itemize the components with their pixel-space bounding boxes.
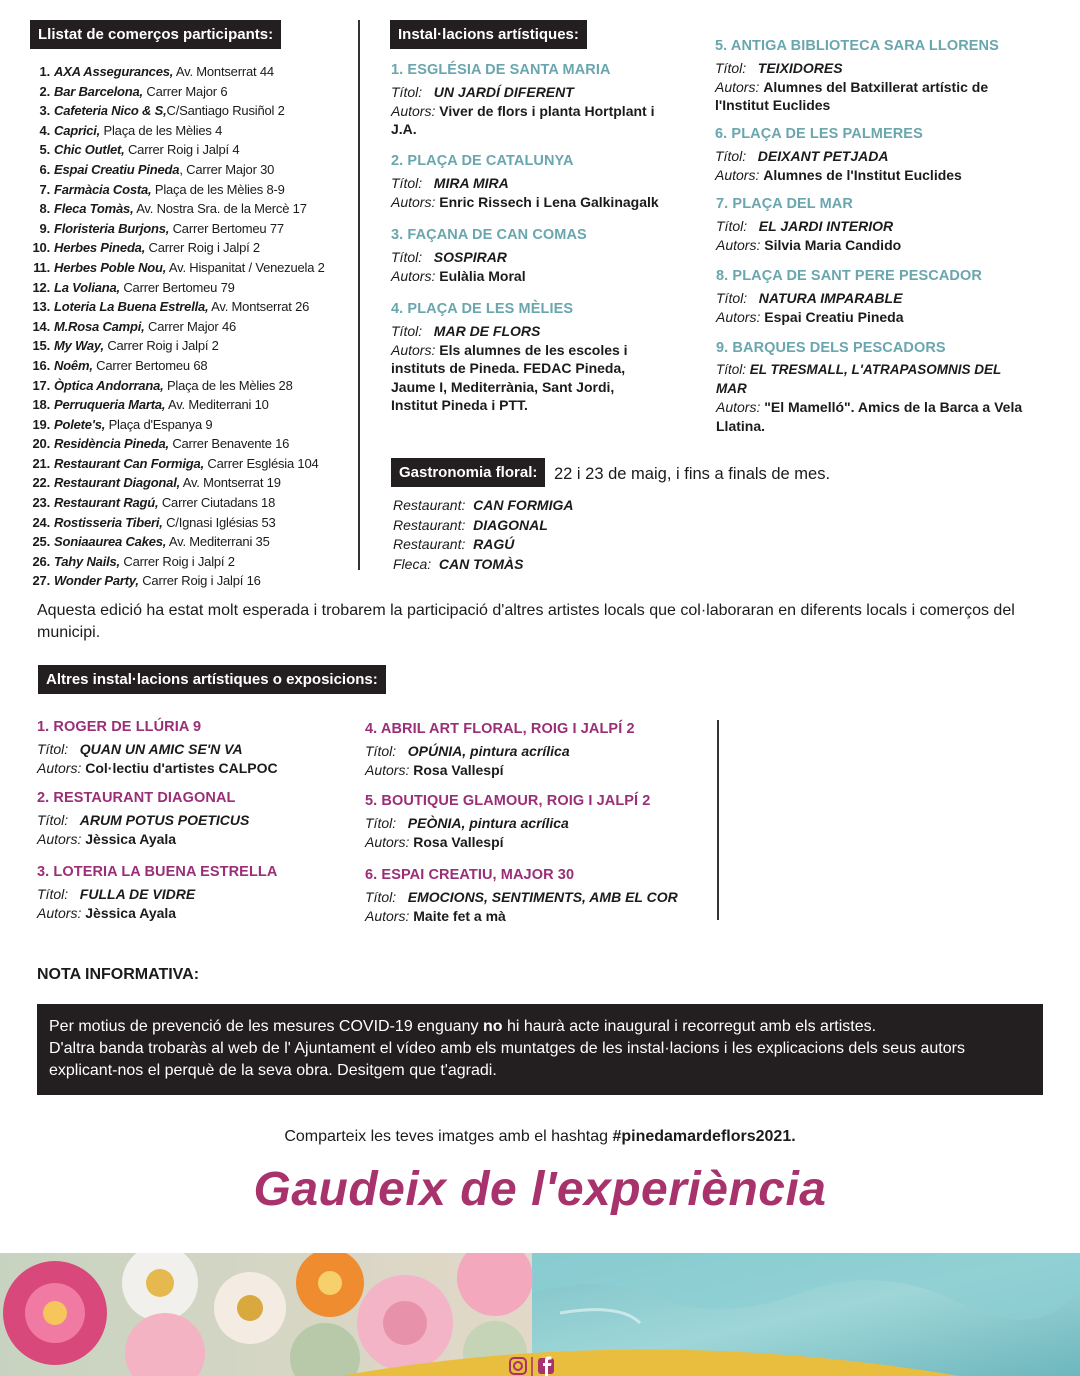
shop-number: 26. [32,553,50,569]
authors-label: Autors: [391,267,436,284]
title-label: Títol: [37,741,69,757]
shop-address: Av. Montserrat 19 [180,475,281,491]
shop-address: Av. Mediterrani 35 [166,534,270,550]
others-divider [717,720,719,920]
installation-place: 4. PLAÇA DE LES MÈLIES [391,301,574,317]
shop-item [26,454,356,474]
shop-number: 13. [32,299,50,315]
shop-name: Rostisseria Tiberi, [54,514,163,530]
installation-8 [716,267,1016,326]
installation-authors: "El Mamelló". Amics de la Barca a Vela Llatina. [716,399,1023,434]
shop-number: 3. [39,103,50,119]
shop-number: 27. [32,573,50,589]
installation-authors: Viver de flors i planta Hortplant i J.A. [391,102,655,137]
shop-number: 9. [39,220,50,236]
installation-7 [716,195,1016,254]
title-label: Títol: [716,290,748,306]
gastronomy-list [393,496,573,574]
shop-number: 14. [32,318,50,334]
shop-address: Plaça de les Mèlies 4 [100,122,223,138]
shop-item [26,219,356,239]
nota-text: Per motius de prevenció de les mesures COVID-19 enguany [49,1018,483,1035]
authors-label: Autors: [716,236,761,253]
shop-name: Herbes Pineda, [54,240,146,256]
column-divider [358,20,360,570]
share-line [0,1128,1080,1146]
shop-name: Farmàcia Costa, [54,181,152,197]
hashtag: #pinedamardeflors2021. [612,1128,796,1145]
shop-item [26,258,356,278]
installation-authors: Rosa Vallespí [413,833,504,850]
installation-5 [715,37,1015,115]
shop-item [26,415,356,435]
shop-name: M.Rosa Campi, [54,318,145,334]
shop-number: 22. [32,475,50,491]
authors-label: Autors: [365,907,410,924]
shop-name: Wonder Party, [54,573,139,589]
installation-title: FULLA DE VIDRE [79,886,196,902]
shop-name: Floristeria Burjons, [54,220,170,236]
installation-title: DEIXANT PETJADA [757,148,889,164]
shop-item [26,376,356,396]
shop-address: Carrer Bertomeu 79 [119,279,235,295]
installation-title: PEÒNIA, pintura acrílica [407,815,569,831]
shop-address: Carrer Roig i Jalpí 2 [103,338,219,354]
gastro-name: RAGÚ [473,536,515,552]
shop-item [26,180,356,200]
installation-title: OPÚNIA, pintura acrílica [407,743,570,759]
shop-name: Restaurant Ragú, [54,495,159,511]
shop-address: Plaça d'Espanya 9 [105,416,213,432]
shop-name: Fleca Tomàs, [54,201,134,217]
gastro-label: Restaurant: [393,516,466,533]
shop-address: , Carrer Major 30 [179,161,275,177]
shop-item [26,473,356,493]
other-installation-3 [37,863,347,922]
shop-address: Carrer Benavente 16 [168,436,290,452]
shop-name: La Voliana, [54,279,120,295]
shop-address: C/Ignasi Iglésias 53 [162,514,276,530]
installation-authors: Col·lectiu d'artistes CALPOC [85,759,278,776]
shop-name: Herbes Poble Nou, [54,259,167,275]
installation-title: SOSPIRAR [433,249,507,265]
authors-label: Autors: [365,761,410,778]
shop-number: 7. [39,181,50,197]
authors-label: Autors: [716,399,761,415]
installation-place: 1. ROGER DE LLÚRIA 9 [37,719,202,735]
shops-header: Llistat de comerços participants: [30,20,281,49]
shop-number: 18. [32,397,50,413]
shop-address: Carrer Roig i Jalpí 4 [124,142,240,158]
nota-title: NOTA INFORMATIVA: [37,966,200,983]
shop-number: 24. [32,514,50,530]
title-label: Títol: [37,886,69,902]
installation-title: ARUM POTUS POETICUS [79,812,250,828]
shop-name: Caprici, [54,122,101,138]
nota-emphasis: no [483,1018,503,1035]
installation-place: 2. RESTAURANT DIAGONAL [37,790,236,806]
share-text: Comparteix les teves imatges amb el hashtag [284,1128,613,1145]
other-installation-2 [37,789,347,848]
installation-authors: Eulàlia Moral [439,267,526,284]
installation-authors: Rosa Vallespí [413,761,504,778]
authors-label: Autors: [37,904,82,921]
other-installation-4 [365,720,695,779]
shop-item [26,238,356,258]
shop-number: 5. [39,142,50,158]
shop-item [26,82,356,102]
installation-title: TEIXIDORES [757,60,843,76]
shop-item [26,493,356,513]
footer-image [0,1253,1080,1376]
installation-authors: Silvia Maria Candido [764,236,902,253]
shop-item [26,571,356,591]
shop-name: My Way, [54,338,104,354]
shop-address: Carrer Ciutadans 18 [158,495,276,511]
shop-name: Residència Pineda, [54,436,169,452]
installation-9 [716,339,1026,435]
title-label: Títol: [715,148,747,164]
gastro-name: CAN TOMÀS [438,555,524,572]
installation-place: 8. PLAÇA DE SANT PERE PESCADOR [716,268,982,284]
shop-number: 17. [32,377,50,393]
shop-name: AXA Assegurances, [54,64,174,79]
other-installation-5 [365,792,695,851]
shop-address: Av. Nostra Sra. de la Mercè 17 [133,201,307,217]
shop-item [26,278,356,298]
installation-place: 4. ABRIL ART FLORAL, ROIG I JALPÍ 2 [365,721,635,737]
shop-address: Carrer Església 104 [204,455,319,471]
installation-4 [391,300,663,415]
installation-6 [715,125,1015,184]
others-header: Altres instal·lacions artístiques o exposicions: [38,665,386,694]
title-label: Títol: [365,815,397,831]
title-label: Títol: [365,889,397,905]
shop-number: 11. [33,259,50,275]
other-installation-1 [37,718,347,777]
shop-number: 2. [39,83,50,99]
shop-name: Espai Creatiu Pineda [54,161,180,177]
enjoy-heading: Gaudeix de l'experiència [253,1163,827,1216]
shop-number: 1. [39,64,50,79]
installation-place: 9. BARQUES DELS PESCADORS [716,340,946,356]
shop-number: 8. [39,201,50,217]
shop-number: 15. [32,338,50,354]
shop-item [26,317,356,337]
footer-illustration [0,1253,1080,1376]
installation-place: 7. PLAÇA DEL MAR [716,196,853,212]
authors-label: Autors: [37,830,82,847]
shop-address: Carrer Bertomeu 77 [169,220,284,236]
nota-text: hi haurà acte inaugural i recorregut amb els artistes. [502,1018,877,1035]
installation-place: 3. LOTERIA LA BUENA ESTRELLA [37,864,278,880]
shop-item [26,356,356,376]
title-label: Títol: [391,84,423,100]
shop-item [26,513,356,533]
title-label: Títol: [391,249,423,265]
shop-number: 4. [39,122,50,138]
shop-address: Carrer Roig i Jalpí 2 [145,240,260,256]
shop-item [26,336,356,356]
installation-title: EL JARDI INTERIOR [758,218,894,234]
authors-label: Autors: [716,308,761,325]
installation-authors: Alumnes del Batxillerat artístic de l'Institut Euclides [715,78,989,113]
shop-name: Cafeteria Nico & S, [54,103,167,119]
title-label: Títol: [37,812,69,828]
intro-paragraph: Aquesta edició ha estat molt esperada i trobarem la participació d'altres artistes locals que col·laboraran en diferents locals i comerços del municipi. [37,602,1015,641]
installation-authors: Maite fet a mà [413,907,506,924]
title-label: Títol: [365,743,397,759]
installation-2 [391,152,681,211]
gastro-label: Fleca: [393,555,432,572]
title-label: Títol: [716,362,747,377]
installation-3 [391,226,681,285]
installation-authors: Els alumnes de les escoles i instituts de Pineda. FEDAC Pineda, Jaume I, Mediterrània, Sant Jordi, Institut Pineda i PTT. [391,341,628,413]
installation-place: 3. FAÇANA DE CAN COMAS [391,227,587,243]
shop-address: Av. Hispanitat / Venezuela 2 [166,259,325,275]
authors-label: Autors: [365,833,410,850]
shop-address: Carrer Roig i Jalpí 16 [138,573,261,589]
installation-authors: Alumnes de l'Institut Euclides [763,166,962,183]
shop-address: Av. Montserrat 44 [173,64,274,79]
shop-address: C/Santiago Rusiñol 2 [166,103,285,119]
shops-list [26,62,356,591]
installation-place: 5. BOUTIQUE GLAMOUR, ROIG I JALPÍ 2 [365,793,651,809]
authors-label: Autors: [391,341,436,358]
shop-item [26,140,356,160]
shop-address: Carrer Roig i Jalpí 2 [119,553,235,569]
shop-name: Soniaaurea Cakes, [54,534,167,550]
installation-title: EMOCIONS, SENTIMENTS, AMB EL COR [407,889,678,905]
gastro-name: DIAGONAL [473,516,548,533]
shop-number: 21. [32,455,50,471]
shop-item [26,552,356,572]
shop-name: Polete's, [54,416,106,432]
shop-address: Av. Mediterrani 10 [165,397,269,413]
shop-item [26,121,356,141]
title-label: Títol: [715,60,747,76]
installation-authors: Jèssica Ayala [85,830,177,847]
shop-name: Perruqueria Marta, [54,397,166,413]
authors-label: Autors: [391,193,436,210]
shop-address: Carrer Bertomeu 68 [92,357,208,373]
shop-item [26,532,356,552]
installation-authors: Espai Creatiu Pineda [764,308,904,325]
installation-authors: Enric Rissech i Lena Galkinagalk [439,193,659,210]
shop-name: Restaurant Diagonal, [54,475,181,491]
authors-label: Autors: [715,166,760,183]
installation-place: 5. ANTIGA BIBLIOTECA SARA LLORENS [715,38,999,54]
shop-item [26,160,356,180]
nota-text: D'altra banda trobaràs al web de l' Ajuntament el vídeo amb els muntatges de les instal·lacions i les explicacions dels seus autors explicant-nos el perquè de la seva obra. Desitgem que t'agradi. [49,1040,965,1079]
shop-name: Tahy Nails, [54,553,120,569]
installation-title: NATURA IMPARABLE [758,290,903,306]
shop-name: Loteria La Buena Estrella, [54,299,209,315]
gastronomy-header: Gastronomia floral: [391,458,545,487]
title-label: Títol: [716,218,748,234]
installation-place: 1. ESGLÉSIA DE SANTA MARIA [391,62,611,78]
shop-number: 20. [32,436,50,452]
installation-title: QUAN UN AMIC SE'N VA [79,741,243,757]
installation-title: MIRA MIRA [433,175,509,191]
shop-item [26,395,356,415]
gastronomy-dates: 22 i 23 de maig, i fins a finals de mes. [554,465,831,483]
title-label: Títol: [391,175,423,191]
facebook-icon[interactable] [538,1357,554,1376]
shop-number: 23. [32,495,50,511]
gastro-name: CAN FORMIGA [473,497,574,513]
shop-item [26,62,356,82]
authors-label: Autors: [391,102,436,119]
installation-place: 6. PLAÇA DE LES PALMERES [715,126,923,142]
shop-number: 19. [32,416,50,432]
shop-address: Av. Montserrat 26 [208,299,310,315]
shop-address: Carrer Major 46 [144,318,237,334]
gastro-label: Restaurant: [393,536,466,552]
installation-title: EL TRESMALL, L'ATRAPASOMNIS DEL MAR [716,362,1001,396]
installation-place: 6. ESPAI CREATIU, MAJOR 30 [365,867,575,883]
shop-name: Chic Outlet, [54,142,125,158]
shop-name: Bar Barcelona, [54,83,143,99]
shop-item [26,101,356,121]
shop-number: 16. [32,357,50,373]
shop-name: Noêm, [54,357,93,373]
authors-label: Autors: [37,759,82,776]
shop-number: 12. [32,279,50,295]
authors-label: Autors: [715,78,760,95]
shop-item [26,199,356,219]
other-installation-6 [365,866,705,925]
nota-box [37,1004,1043,1095]
installation-1 [391,61,661,139]
installation-title: UN JARDÍ DIFERENT [433,84,574,100]
shop-address: Carrer Major 6 [142,83,228,99]
installations-header: Instal·lacions artístiques: [390,20,587,49]
gastro-label: Restaurant: [393,497,466,513]
shop-number: 6. [39,161,50,177]
title-label: Títol: [391,323,423,339]
shop-address: Plaça de les Mèlies 8-9 [151,181,285,197]
installation-authors: Jèssica Ayala [85,904,177,921]
shop-number: 10. [32,240,50,256]
shop-item [26,434,356,454]
shop-address: Plaça de les Mèlies 28 [163,377,293,393]
shop-item [26,297,356,317]
shop-name: Òptica Andorrana, [54,377,164,393]
shop-number: 25. [32,534,50,550]
installation-title: MAR DE FLORS [433,323,541,339]
installation-place: 2. PLAÇA DE CATALUNYA [391,153,574,169]
shop-name: Restaurant Can Formiga, [54,455,204,471]
